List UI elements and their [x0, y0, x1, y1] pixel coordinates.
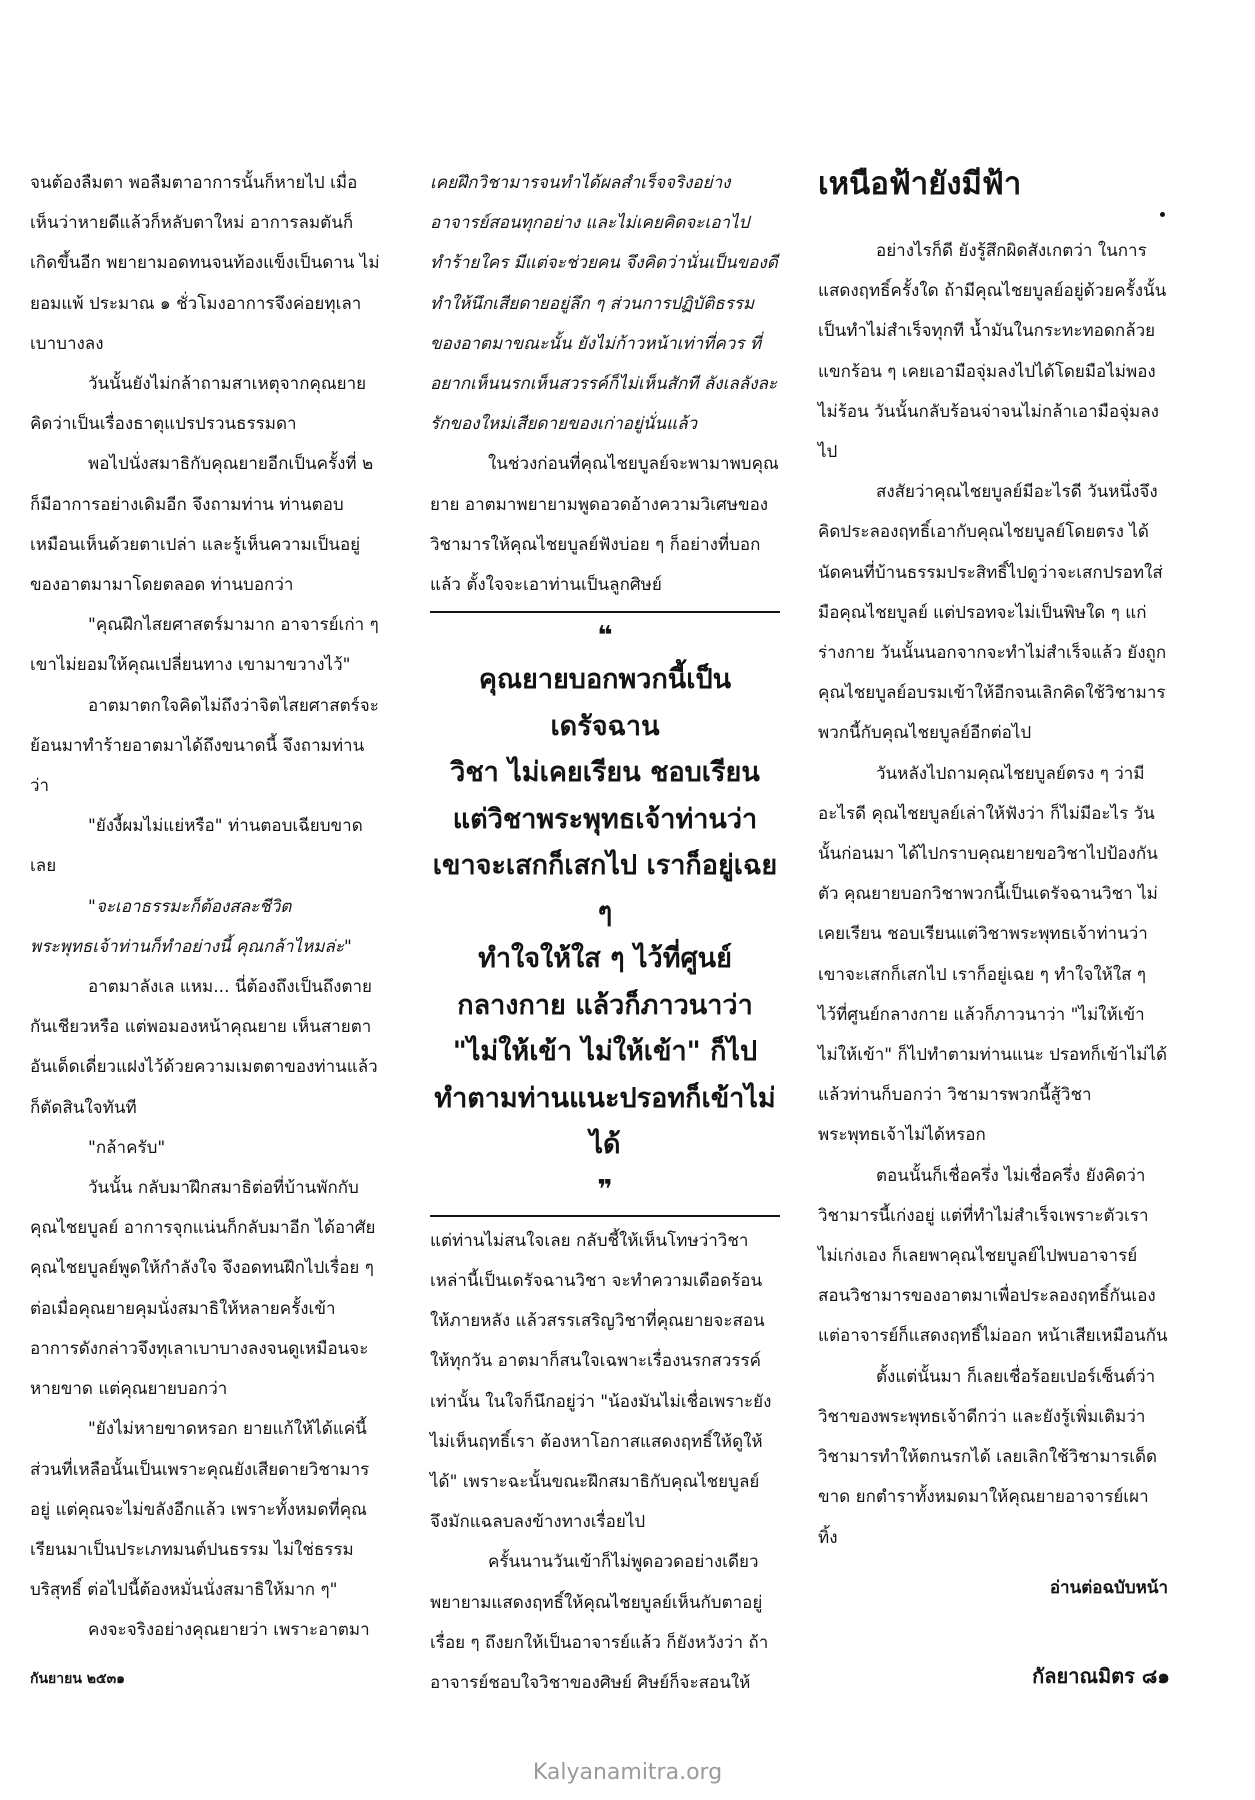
- section-title: เหนือฟ้ายังมีฟ้า: [818, 166, 1022, 202]
- paragraph: ครั้นนานวันเข้าก็ไม่พูดอวดอย่างเดียว พยายามแสดงฤทธิ์ให้คุณไชยบูลย์เห็นกับตาอยู่เรื่อย ๆ ถึงยกให้เป็นอาจารย์แล้ว ก็ยังหวังว่า ถ้าอาจารย์ชอบใจวิชาของศิษย์ ศิษย์ก็จะสอนให้: [430, 1552, 769, 1693]
- paragraph: สงสัยว่าคุณไชยบูลย์มีอะไรดี วันหนึ่งจึงคิดประลองฤทธิ์เอากับคุณไชยบูลย์โดยตรง ได้นัดคนที่บ้านธรรมประสิทธิ์ไปดูว่าจะเสกปรอทใส่มือคุณไชยบูลย์ แต่ปรอทจะไม่เป็นพิษใด ๆ แก่ร่างกาย วันนั้นนอกจากจะทำไม่สำเร็จแล้ว ยังถูกคุณไชยบูลย์อบรมเข้าให้อีกจนเลิกคิดใช้วิชามารพวกนี้กับคุณไชยบูลย์อีกต่อไป: [818, 482, 1167, 744]
- column-middle: [430, 163, 780, 1703]
- paragraph: ตอนนั้นก็เชื่อครึ่ง ไม่เชื่อครึ่ง ยังคิดว่าวิชามารนี้เก่งอยู่ แต่ที่ทำไม่สำเร็จเพราะตัวเราไม่เก่งเอง ก็เลยพาคุณไชยบูลย์ไปพบอาจารย์สอนวิชามารของอาตมาเพื่อประลองฤทธิ์กันเอง แต่อาจารย์ก็แสดงฤทธิ์ไม่ออก หน้าเสียเหมือนกัน: [818, 1165, 1168, 1347]
- paragraph: วันหลังไปถามคุณไชยบูลย์ตรง ๆ ว่ามีอะไรดี คุณไชยบูลย์เล่าให้ฟังว่า ก็ไม่มีอะไร วันนั้นก่อนมา ได้ไปกราบคุณยายขอวิชาไปป้องกันตัว คุณยายบอกวิชาพวกนี้เป็นเดรัจฉานวิชา ไม่เคยเรียน ชอบเรียนแต่วิชาพระพุทธเจ้าท่านว่าเขาจะเสกก็เสกไป เราก็อยู่เฉย ๆ ทำใจให้ใส ๆ ไว้ที่ศูนย์กลางกาย แล้วก็ภาวนาว่า "ไม่ให้เข้า ไม่ให้เข้า" ก็ไปทำตามท่านแนะ ปรอทก็เข้าไม่ได้ แล้วท่านก็บอกว่า วิชามารพวกนี้สู้วิชาพระพุทธเจ้าไม่ได้หรอก: [818, 763, 1168, 1146]
- pull-quote: [430, 657, 780, 1169]
- paragraph: แต่ท่านไม่สนใจเลย กลับชี้ให้เห็นโทษว่าวิชาเหล่านี้เป็นเดรัจฉานวิชา จะทำความเดือดร้อนให้ภายหลัง แล้วสรรเสริญวิชาที่คุณยายจะสอนให้ทุกวัน อาตมาก็สนใจเฉพาะเรื่องนรกสวรรค์เท่านั้น ในใจก็นึกอยู่ว่า "น้องมันไม่เชื่อเพราะยังไม่เห็นฤทธิ์เรา ต้องหาโอกาสแสดงฤทธิ์ให้ดูให้ได้" เพราะฉะนั้นขณะฝึกสมาธิกับคุณไชยบูลย์ จึงมักแฉลบลงข้างทางเรื่อยไป: [430, 1230, 772, 1533]
- column-left: [30, 163, 380, 1651]
- footer-date: กันยายน ๒๕๓๑: [30, 1671, 126, 1687]
- paragraph: อาตมาตกใจคิดไม่ถึงว่าจิตไสยศาสตร์จะย้อนมาทำร้ายอาตมาได้ถึงขนาดนี้ จึงถามท่านว่า: [30, 695, 379, 797]
- pull-quote-line: ทำตามท่านแนะปรอทก็เข้าไม่ได้: [434, 1082, 776, 1161]
- quote-paragraph: "ยังงี้ผมไม่แย่หรือ" ท่านตอบเฉียบขาดเลย: [30, 816, 363, 877]
- pull-quote-line: "ไม่ให้เข้า ไม่ให้เข้า" ก็ไป: [452, 1036, 758, 1068]
- divider-top: [430, 611, 780, 613]
- paragraph: พอไปนั่งสมาธิกับคุณยายอีกเป็นครั้งที่ ๒ ก็มีอาการอย่างเดิมอีก จึงถามท่าน ท่านตอบเหมือนเห็นด้วยตาเปล่า และรู้เห็นความเป็นอยู่ของอาตมามาโดยตลอด ท่านบอกว่า: [30, 454, 374, 596]
- quote-paragraph: "ยังไม่หายขาดหรอก ยายแก้ให้ได้แค่นี้ ส่วนที่เหลือนั้นเป็นเพราะคุณยังเสียดายวิชามารอยู่ แต่คุณจะไม่ขลังอีกแล้ว เพราะทั้งหมดที่คุณเรียนมาเป็นประเภทมนต์ปนธรรม ไม่ใช่ธรรมบริสุทธิ์ ต่อไปนี้ต้องหมั่นนั่งสมาธิให้มาก ๆ": [30, 1419, 370, 1601]
- pull-quote-line: เขาจะเสกก็เสกไป เราก็อยู่เฉย ๆ: [432, 850, 778, 928]
- pull-quote-line: คุณยายบอกพวกนี้เป็นเดรัจฉาน: [478, 664, 732, 742]
- pull-quote-line: กลางกาย แล้วก็ภาวนาว่า: [457, 989, 753, 1021]
- footer-page-number: กัลยาณมิตร ๘๑: [1032, 1664, 1170, 1688]
- divider-bottom: [430, 1215, 780, 1217]
- paragraph: จนต้องลืมตา พอลืมตาอาการนั้นก็หายไป เมื่อเห็นว่าหายดีแล้วก็หลับตาใหม่ อาการลมตันก็เกิดขึ้นอีก พยายามอดทนจนท้องแข็งเป็นดาน ไม่ยอมแพ้ ประมาณ ๑ ชั่วโมงอาการจึงค่อยทุเลาเบาบางลง: [30, 173, 380, 354]
- pull-quote-line: ทำใจให้ใส ๆ ไว้ที่ศูนย์: [478, 943, 732, 975]
- pull-quote-line: วิชา ไม่เคยเรียน ชอบเรียน: [450, 757, 760, 789]
- quote-paragraph: "กล้าครับ": [88, 1137, 166, 1158]
- quote-paragraph: "จะเอาธรรมะก็ต้องสละชีวิต พระพุทธเจ้าท่านก็ทำอย่างนี้ คุณกล้าไหมล่ะ": [30, 896, 352, 957]
- column-right: [818, 163, 1168, 1608]
- paragraph: ตั้งแต่นั้นมา ก็เลยเชื่อร้อยเปอร์เซ็นต์ว่าวิชาของพระพุทธเจ้าดีกว่า และยังรู้เพิ่มเติมว่าวิชามารทำให้ตกนรกได้ เลยเลิกใช้วิชามารเด็ดขาด ยกตำราทั้งหมดมาให้คุณยายอาจารย์เผาทิ้ง: [818, 1366, 1158, 1548]
- paragraph: อย่างไรก็ดี ยังรู้สึกผิดสังเกตว่า ในการแสดงฤทธิ์ครั้งใด ถ้ามีคุณไชยบูลย์อยู่ด้วยครั้งนั้นเป็นทำไม่สำเร็จทุกที น้ำมันในกระทะทอดกล้วยแขกร้อน ๆ เคยเอามือจุ่มลงไปได้โดยมือไม่พองไม่ร้อน วันนั้นกลับร้อนจ่าจนไม่กล้าเอามือจุ่มลงไป: [818, 241, 1167, 463]
- quote-paragraph: "คุณฝึกไสยศาสตร์มามาก อาจารย์เก่า ๆ เขาไม่ยอมให้คุณเปลี่ยนทาง เขามาขวางไว้": [30, 615, 379, 676]
- continue-note: อ่านต่อฉบับหน้า: [1049, 1577, 1168, 1598]
- paragraph: เคยฝึกวิชามารจนทำได้ผลสำเร็จจริงอย่างอาจารย์สอนทุกอย่าง และไม่เคยคิดจะเอาไปทำร้ายใคร มีแต่จะช่วยคน จึงคิดว่านั่นเป็นของดี ทำให้นึกเสียดายอยู่ลึก ๆ ส่วนการปฏิบัติธรรมของอาตมาขณะนั้น ยังไม่ก้าวหน้าเท่าที่ควร ที่อยากเห็นนรกเห็นสวรรค์ก็ไม่เห็นสักที ลังเลลังละ รักของใหม่เสียดายของเก่าอยู่นั่นแล้ว: [430, 173, 778, 435]
- paragraph: วันนั้น กลับมาฝึกสมาธิต่อที่บ้านพักกับคุณไชยบูลย์ อาการจุกแน่นก็กลับมาอีก ได้อาศัยคุณไชยบูลย์พูดให้กำลังใจ จึงอดทนฝึกไปเรื่อย ๆ ต่อเมื่อคุณยายคุมนั่งสมาธิให้หลายครั้งเข้า อาการดังกล่าวจึงทุเลาเบาบางลงจนดูเหมือนจะหายขาด แต่คุณยายบอกว่า: [30, 1178, 376, 1400]
- watermark: Kalyanamitra.org: [532, 1760, 723, 1785]
- dot-mark: [1160, 212, 1165, 217]
- paragraph: อาตมาลังเล แหม... นี่ต้องถึงเป็นถึงตายกันเชียวหรือ แต่พอมองหน้าคุณยาย เห็นสายตาอันเด็ดเดี่ยวแฝงไว้ด้วยความเมตตาของท่านแล้ว ก็ตัดสินใจทันที: [30, 977, 378, 1118]
- paragraph: ในช่วงก่อนที่คุณไชยบูลย์จะพามาพบคุณยาย อาตมาพยายามพูดอวดอ้างความวิเศษของวิชามารให้คุณไชยบูลย์ฟังบ่อย ๆ ก็อย่างที่บอกแล้ว ตั้งใจจะเอาท่านเป็นลูกศิษย์: [430, 454, 779, 596]
- open-quote-mark: ❝: [597, 621, 613, 652]
- pull-quote-line: แต่วิชาพระพุทธเจ้าท่านว่า: [452, 803, 758, 835]
- paragraph: วันนั้นยังไม่กล้าถามสาเหตุจากคุณยาย คิดว่าเป็นเรื่องธาตุแปรปรวนธรรมดา: [30, 374, 367, 435]
- close-quote-mark: ❞: [597, 1174, 613, 1205]
- paragraph: คงจะจริงอย่างคุณยายว่า เพราะอาตมา: [88, 1620, 370, 1641]
